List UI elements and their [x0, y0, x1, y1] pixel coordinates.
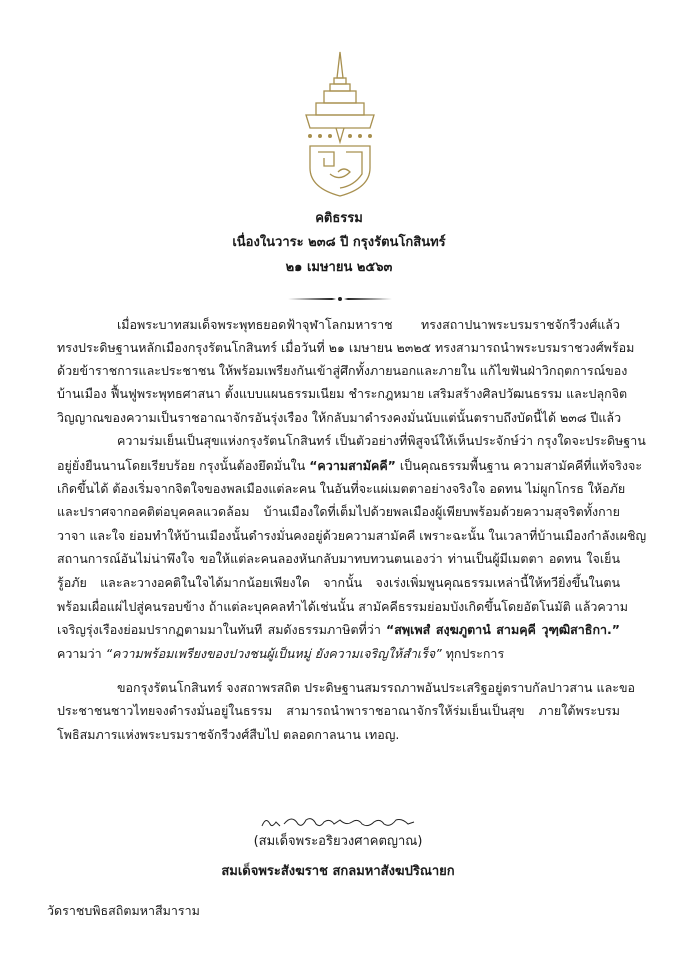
- royal-emblem-icon: [300, 48, 380, 198]
- verse-translation: “ความพร้อมเพรียงของปวงชนผู้เป็นหมู่ ยังความเจริญให้สำเร็จ”: [105, 646, 442, 661]
- text-line: ด้วยข้าราชการและประชาชน ให้พร้อมเพรียงกันเข้าสู่ศึกทั้งภายนอกและภายใน แก้ไขฟันฝ่าวิกฤตการณ์ของ: [57, 363, 628, 378]
- text-line: เกิดขึ้นได้ ต้องเริ่มจากจิตใจของพลเมืองแต่ละคน ในอันที่จะแผ่เมตตาอย่างจริงใจ อดทน ไม่ผูกโกรธ ให้อภัย: [57, 481, 626, 496]
- document-date: ๒๑ เมษายน ๒๕๖๓: [285, 260, 393, 275]
- text-line: ความร่มเย็นเป็นสุขแห่งกรุงรัตนโกสินทร์ เป็นตัวอย่างที่พิสูจน์ให้เห็นประจักษ์ว่า กรุงใดจะประดิษฐาน: [117, 433, 646, 448]
- text: เจริญรุ่งเรืองย่อมปรากฏตามมาในทันที สมดังธรรมภาษิตที่ว่า: [57, 622, 387, 637]
- text-line: สถานการณ์อันไม่น่าพึงใจ ขอให้แต่ละคนลองหันกลับมาทบทวนตนเองว่า ท่านเป็นผู้มีเมตตา อดทน ใจเย็น: [57, 551, 620, 566]
- text-line: [57, 621, 620, 639]
- handwritten-signature: [258, 812, 418, 832]
- text: ความว่า: [57, 646, 106, 661]
- text: ทุกประการ: [441, 646, 505, 661]
- text-line: พร้อมเผื่อแผ่ไปสู่คนรอบข้าง ถ้าแต่ละบุคคลทำได้เช่นนั้น สามัคคีธรรมย่อมบังเกิดขึ้นโดยอัตโนมัติ แล้วความ: [57, 599, 629, 614]
- text-line: ประชาชนชาวไทยจงดำรงมั่นอยู่ในธรรม สามารถนำพาราชอาณาจักรให้ร่มเย็นเป็นสุข ภายใต้พระบรม: [57, 703, 620, 718]
- document-subtitle: เนื่องในวาระ ๒๓๘ ปี กรุงรัตนโกสินทร์: [232, 235, 446, 250]
- text-line: โพธิสมภารแห่งพระบรมราชจักรีวงศ์สืบไป ตลอดกาลนาน เทอญ.: [57, 727, 400, 742]
- document-title: คติธรรม: [315, 211, 363, 226]
- signatory-name: (สมเด็จพระอริยวงศาคตญาณ): [253, 834, 423, 849]
- text-line: ขอกรุงรัตนโกสินทร์ จงสถาพรสถิต ประดิษฐานสมรรถภาพอันประเสริฐอยู่ตราบกัลปาวสาน และขอ: [117, 680, 636, 695]
- pali-verse: “สพฺเพสํ สงฺฆภูตานํ สามคฺคี วุฑฺฒิสาธิกา.”: [386, 622, 620, 637]
- text-line: [57, 457, 643, 475]
- location: วัดราชบพิธสถิตมหาสีมาราม: [47, 903, 200, 918]
- ornamental-divider: [288, 296, 392, 302]
- text: อยู่ยั่งยืนนานโดยเรียบร้อย กรุงนั้นต้องยึดมั่นใน: [57, 458, 310, 473]
- text: เป็นคุณธรรมพื้นฐาน ความสามัคคีที่แท้จริงจะ: [395, 458, 643, 473]
- text-line: วิญญาณของความเป็นราชอาณาจักรอันรุ่งเรือง ให้กลับมาดำรงคงมั่นนับแต่นั้นตราบถึงบัดนี้ได้ ๒๓๘ ปีแล้ว: [57, 410, 622, 425]
- text-line: เมื่อพระบาทสมเด็จพระพุทธยอดฟ้าจุฬาโลกมหาราช ทรงสถาปนาพระบรมราชจักรีวงศ์แล้ว: [117, 317, 620, 332]
- text-line: ทรงประดิษฐานหลักเมืองกรุงรัตนโกสินทร์ เมื่อวันที่ ๒๑ เมษายน ๒๓๒๕ ทรงสามารถนำพระบรมราชวงศ์พร้อม: [57, 340, 635, 355]
- text-line: บ้านเมือง ฟื้นฟูพระพุทธศาสนา ตั้งแบบแผนธรรมเนียม ชำระกฎหมาย เสริมสร้างศิลปวัฒนธรรม และปลุกจิต: [57, 386, 628, 401]
- text-line: วาจา และใจ ย่อมทำให้บ้านเมืองนั้นดำรงมั่นคงอยู่ด้วยความสามัคคี เพราะฉะนั้น ในเวลาที่บ้านเมืองกำลังเผชิญ: [57, 528, 647, 543]
- signatory-position: สมเด็จพระสังฆราช สกลมหาสังฆปริณายก: [221, 864, 455, 879]
- text-line: และปราศจากอคติต่อบุคคลแวดล้อม บ้านเมืองใดที่เต็มไปด้วยพลเมืองผู้เพียบพร้อมด้วยความสุจริตทั้งกาย: [57, 504, 620, 519]
- text-line: รู้อภัย และละวางอคติในใจได้มากน้อยเพียงใด จากนั้น จงเร่งเพิ่มพูนคุณธรรมเหล่านี้ให้ทวียิ่งขึ้นในตน: [57, 575, 620, 590]
- emphasis-unity: “ความสามัคคี”: [309, 458, 396, 473]
- text-line: [57, 645, 620, 663]
